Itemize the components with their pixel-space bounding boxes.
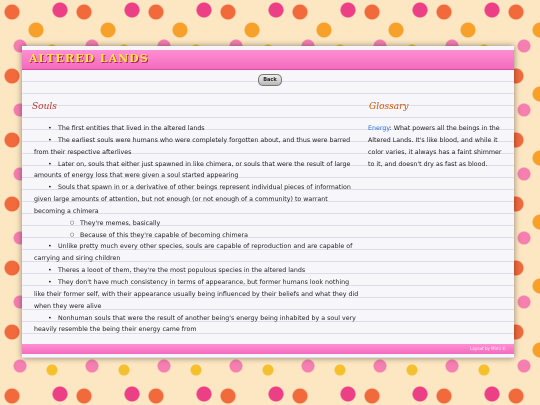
list-item-text: Nonhuman souls that were the result of another being's energy being inhabited by a soul very heavily resemble the being their energy came from [34,314,356,334]
list-item [34,123,360,135]
souls-heading: Souls [32,102,57,112]
sub-list-item [34,218,360,230]
list-item-text: Souls that spawn in or a derivative of other beings represent individual pieces of information given large amounts of attention, but not enough (or not enough of a community) to warrant becoming a chimera [34,184,351,215]
circle-bullet-icon: ○ [70,231,75,238]
bullet-icon: • [48,184,52,192]
footer-bar [22,344,514,354]
sub-list-item [34,230,360,242]
glossary-term: Energy [368,125,390,132]
list-item [34,135,360,159]
list-item-text: The earliest souls were humans who were completely forgotten about, and thus were barred from their respective afterlives [34,136,351,156]
footer-credit[interactable]: Layout by Mimi © [470,346,506,351]
sub-list-item-text: They're memes, basically [80,219,161,227]
list-item-text: Later on, souls that either just spawned in like chimera, or souls that were the result of large amounts of energy loss that were given a soul started appearing [34,160,351,180]
glossary-entry [368,123,508,170]
glossary-definition: : What powers all the beings in the Altered Lands. It's like blood, and while it color varies, it always has a faint shimmer to it, and doesn't dry as fast as blood. [368,125,502,168]
list-item [34,241,360,265]
bullet-icon: • [48,136,52,144]
site-title: ALTERED LANDS [29,52,149,65]
bullet-icon: • [48,243,52,251]
bullet-icon: • [48,314,52,322]
glossary-heading: Glossary [369,102,409,112]
list-item-text: They don't have much consistency in terms of appearance, but former humans look nothing like their former self, with their appearance usually being influenced by their beliefs and what they did when they were alive [34,278,359,310]
bullet-icon: • [48,125,52,132]
list-item [34,159,360,183]
sub-list [34,218,360,242]
list-item-text: Theres a looot of them, they're the most populous species in the altered lands [58,267,306,275]
header-bar [22,50,514,70]
list-item [34,313,360,337]
souls-list [34,123,360,336]
list-item [34,277,360,313]
bullet-icon: • [48,160,52,168]
back-button[interactable]: Back [258,74,282,86]
list-item-text: Unlike pretty much every other species, souls are capable of reproduction and are capable of carrying and siring children [34,243,353,263]
sub-list-item-text: Because of this they're capable of becoming chimera [80,231,248,239]
bullet-icon: • [48,278,52,286]
circle-bullet-icon: ○ [70,219,75,226]
list-item [34,182,360,241]
list-item-text: The first entities that lived in the altered lands [58,125,205,132]
bullet-icon: • [48,267,52,275]
list-item [34,265,360,277]
